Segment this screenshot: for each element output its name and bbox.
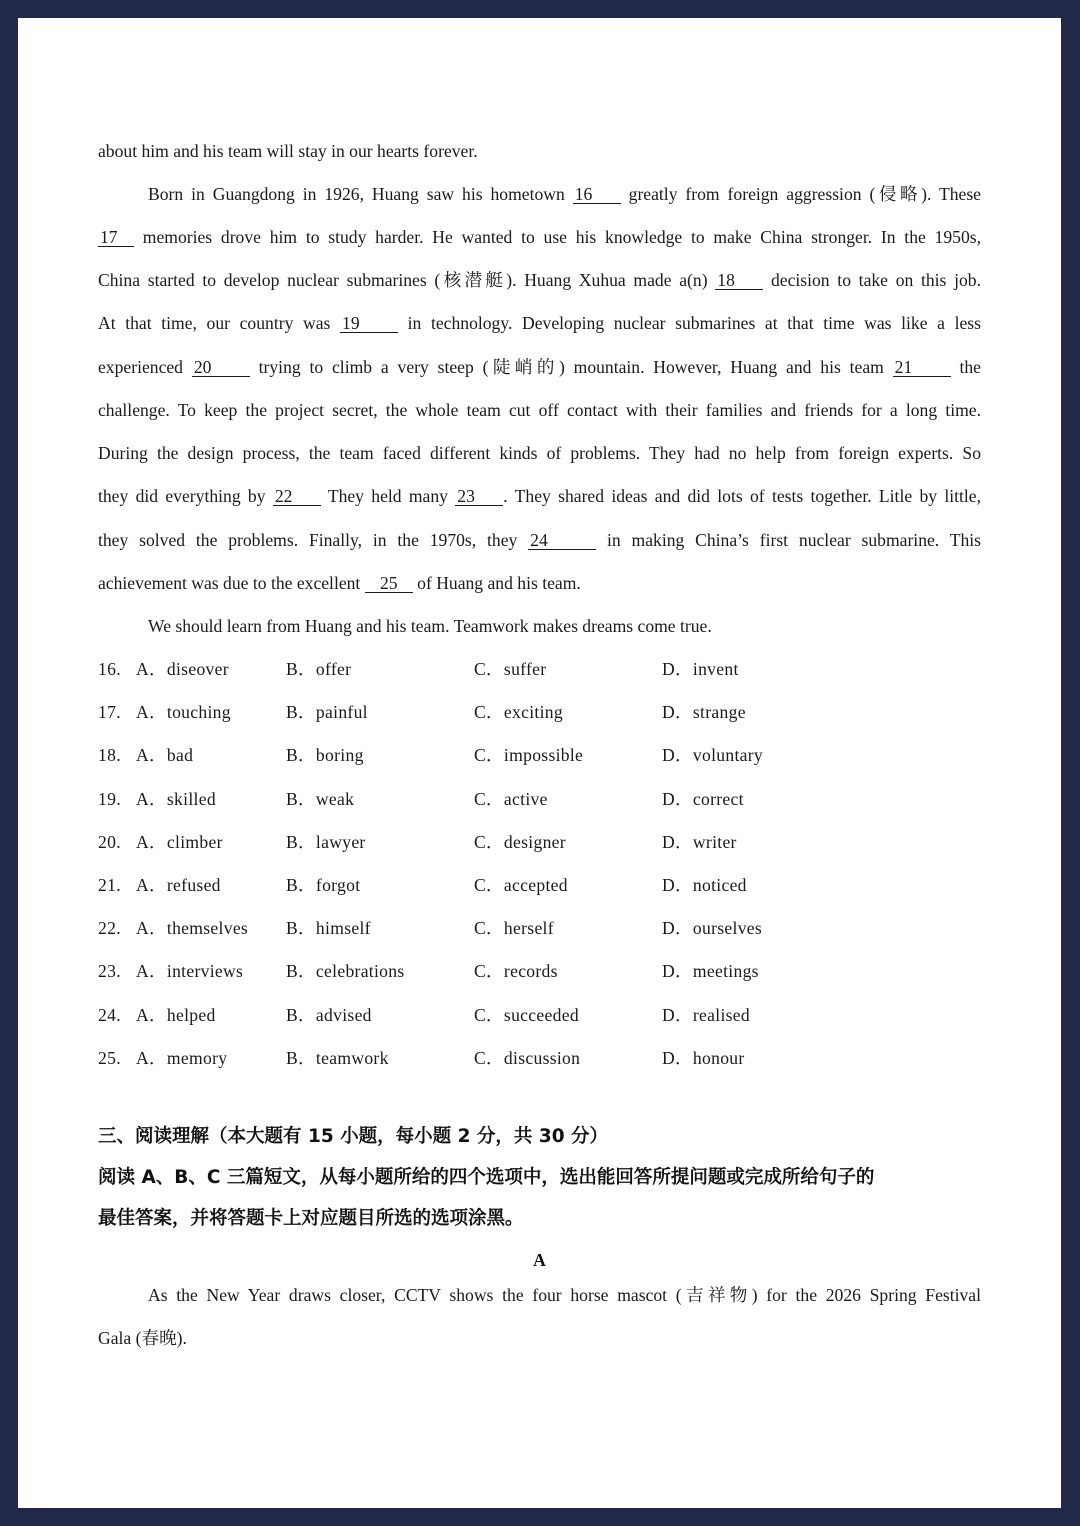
- blank-25: 25: [365, 574, 413, 593]
- question-number: 23.: [98, 961, 121, 981]
- option-a: A．climber: [136, 832, 223, 852]
- blank-19: 19: [340, 314, 398, 333]
- option-b: B．forgot: [286, 875, 361, 895]
- option-a: A．memory: [136, 1048, 228, 1068]
- option-a: A．interviews: [136, 961, 244, 981]
- option-a: A．skilled: [136, 789, 216, 809]
- option-c: C．impossible: [474, 745, 584, 765]
- passage-line-9: they did everything by 22 They held many 23 . They shared ideas and did lots of tests together. Litle by little,: [98, 486, 981, 506]
- option-d: D．writer: [662, 832, 737, 852]
- option-a: A．bad: [136, 745, 194, 765]
- option-c: C．accepted: [474, 875, 568, 895]
- passage-line-1: about him and his team will stay in our hearts forever.: [98, 141, 478, 161]
- blank-18: 18: [715, 271, 763, 290]
- option-c: C．suffer: [474, 659, 547, 679]
- question-number: 18.: [98, 745, 121, 765]
- question-number: 17.: [98, 702, 121, 722]
- blank-21: 21: [893, 358, 951, 377]
- option-a: A．helped: [136, 1005, 216, 1025]
- option-b: B．himself: [286, 918, 371, 938]
- question-number: 19.: [98, 789, 121, 809]
- passage-line-5: At that time, our country was 19 in technology. Developing nuclear submarines at that time was like a less: [98, 313, 982, 333]
- option-c: C．exciting: [474, 702, 564, 722]
- option-d: D．invent: [662, 659, 739, 679]
- passage-line-3: 17 memories drove him to study harder. He wanted to use his knowledge to make China stronger. In the 1950s,: [100, 227, 981, 247]
- passage-line-4: China started to develop nuclear submarines (核潜艇). Huang Xuhua made a(n) 18 decision to take on this job.: [98, 270, 981, 290]
- passage-line-12: We should learn from Huang and his team. Teamwork makes dreams come true.: [148, 616, 712, 636]
- option-b: B．advised: [286, 1005, 372, 1025]
- option-c: C．active: [474, 789, 548, 809]
- option-d: D．voluntary: [662, 745, 764, 765]
- option-a: A．touching: [136, 702, 231, 722]
- passage-line-6: experienced 20 trying to climb a very steep (陡峭的) mountain. However, Huang and his team 21 the: [98, 357, 981, 377]
- passage-a-line-2: Gala (春晚).: [98, 1328, 187, 1348]
- option-b: B．painful: [286, 702, 368, 722]
- blank-17: 17: [98, 228, 134, 247]
- option-b: B．lawyer: [286, 832, 366, 852]
- option-a: A．themselves: [136, 918, 249, 938]
- question-number: 22.: [98, 918, 121, 938]
- option-d: D．strange: [662, 702, 746, 722]
- passage-a-line-1: As the New Year draws closer, CCTV shows the four horse mascot (吉祥物) for the 2026 Spring Festival: [148, 1285, 981, 1305]
- question-number: 20.: [98, 832, 121, 852]
- option-b: B．boring: [286, 745, 364, 765]
- passage-line-8: During the design process, the team faced different kinds of problems. They had no help from foreign experts. So: [98, 443, 981, 463]
- blank-16: 16: [573, 185, 621, 204]
- option-d: D．honour: [662, 1048, 745, 1068]
- option-b: B．celebrations: [286, 961, 405, 981]
- option-c: C．discussion: [474, 1048, 581, 1068]
- question-number: 21.: [98, 875, 121, 895]
- option-c: C．designer: [474, 832, 566, 852]
- option-c: C．succeeded: [474, 1005, 579, 1025]
- option-d: D．realised: [662, 1005, 751, 1025]
- passage-line-2: Born in Guangdong in 1926, Huang saw his hometown 16 greatly from foreign aggression (侵略). These: [148, 184, 981, 204]
- exam-page: [18, 18, 1061, 1508]
- option-b: B．offer: [286, 659, 352, 679]
- passage-line-10: they solved the problems. Finally, in the 1970s, they 24 in making China’s first nuclear submarine. This: [98, 530, 981, 550]
- question-number: 16.: [98, 659, 121, 679]
- option-a: A．refused: [136, 875, 221, 895]
- option-d: D．meetings: [662, 961, 759, 981]
- option-c: C．records: [474, 961, 558, 981]
- blank-23: 23: [455, 487, 503, 506]
- question-number: 25.: [98, 1048, 121, 1068]
- section-3-heading: 三、阅读理解（本大题有 15 小题，每小题 2 分，共 30 分）: [98, 1126, 609, 1147]
- option-b: B．weak: [286, 789, 355, 809]
- option-b: B．teamwork: [286, 1048, 389, 1068]
- option-d: D．ourselves: [662, 918, 763, 938]
- blank-22: 22: [273, 487, 321, 506]
- blank-20: 20: [192, 358, 250, 377]
- option-c: C．herself: [474, 918, 554, 938]
- question-number: 24.: [98, 1005, 121, 1025]
- passage-a-title: A: [533, 1250, 546, 1270]
- passage-line-7: challenge. To keep the project secret, the whole team cut off contact with their families and friends for a long time.: [98, 400, 981, 420]
- section-3-instruction-1: 阅读 A、B、C 三篇短文，从每小题所给的四个选项中，选出能回答所提问题或完成所给句子的: [98, 1167, 875, 1188]
- section-3-instruction-2: 最佳答案，并将答题卡上对应题目所选的选项涂黑。: [98, 1208, 524, 1229]
- option-d: D．noticed: [662, 875, 747, 895]
- passage-line-11: achievement was due to the excellent 25 of Huang and his team.: [98, 573, 581, 593]
- option-d: D．correct: [662, 789, 744, 809]
- option-a: A．diseover: [136, 659, 229, 679]
- blank-24: 24: [528, 531, 596, 550]
